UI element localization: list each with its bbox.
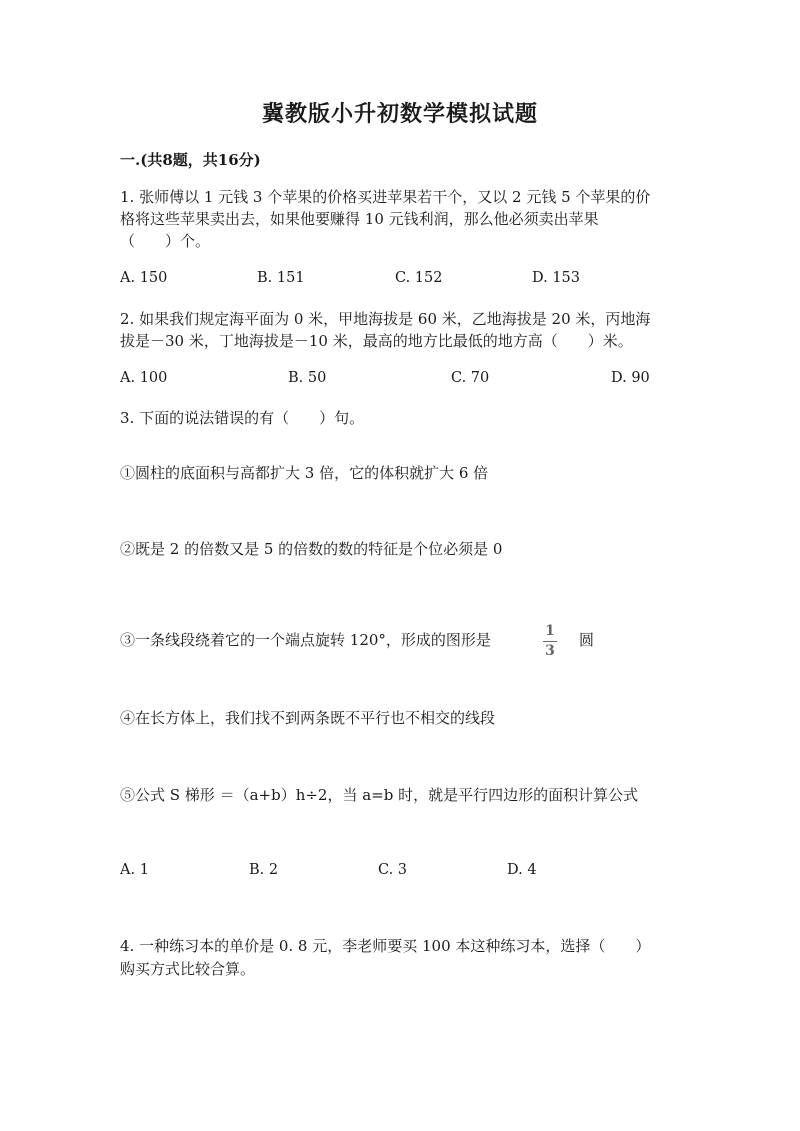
question-2-option-b[interactable]: B. 50 bbox=[288, 370, 327, 386]
page-title: 冀教版小升初数学模拟试题 bbox=[261, 101, 538, 127]
question-4-line-1: 4. 一种练习本的单价是 0. 8 元，李老师要买 100 本这种练习本，选择（ ） bbox=[120, 937, 651, 955]
question-3-statement-1: ①圆柱的底面积与高都扩大 3 倍，它的体积就扩大 6 倍 bbox=[120, 464, 489, 482]
fraction-denominator: 3 bbox=[545, 643, 555, 659]
question-1-line-1: 1. 张师傅以 1 元钱 3 个苹果的价格买进苹果若干个，又以 2 元钱 5 个苹果的价 bbox=[120, 188, 651, 206]
question-1-line-2: 格将这些苹果卖出去，如果他要赚得 10 元钱利润，那么他必须卖出苹果 bbox=[120, 210, 599, 228]
question-3-stem: 3. 下面的说法错误的有（ ）句。 bbox=[120, 409, 365, 427]
fraction-numerator: 1 bbox=[545, 623, 555, 639]
fraction-one-third bbox=[543, 623, 557, 660]
question-2-option-a[interactable]: A. 100 bbox=[120, 370, 168, 386]
fraction-bar bbox=[543, 641, 557, 642]
question-3-option-a[interactable]: A. 1 bbox=[120, 862, 149, 878]
question-3-option-c[interactable]: C. 3 bbox=[378, 862, 408, 878]
question-3-option-b[interactable]: B. 2 bbox=[249, 862, 279, 878]
question-1-option-d[interactable]: D. 153 bbox=[532, 270, 581, 286]
question-3-statement-3-suffix: 圆 bbox=[579, 631, 595, 649]
question-3-statement-2: ②既是 2 的倍数又是 5 的倍数的数的特征是个位必须是 0 bbox=[120, 540, 503, 558]
question-1-option-a[interactable]: A. 150 bbox=[120, 270, 168, 286]
question-3-statement-3: ③一条线段绕着它的一个端点旋转 120°，形成的图形是 bbox=[120, 631, 491, 649]
question-1-option-b[interactable]: B. 151 bbox=[257, 270, 305, 286]
question-3-statement-4: ④在长方体上，我们找不到两条既不平行也不相交的线段 bbox=[120, 709, 496, 727]
section-heading: 一.(共8题，共16分) bbox=[120, 151, 261, 169]
question-2-option-c[interactable]: C. 70 bbox=[451, 370, 490, 386]
question-3-statement-5: ⑤公式 S 梯形 ＝（a+b）h÷2，当 a=b 时，就是平行四边形的面积计算公式 bbox=[120, 786, 639, 804]
question-2-option-d[interactable]: D. 90 bbox=[611, 370, 650, 386]
question-2-line-1: 2. 如果我们规定海平面为 0 米，甲地海拔是 60 米，乙地海拔是 20 米，丙地海 bbox=[120, 310, 651, 328]
question-4-line-2: 购买方式比较合算。 bbox=[120, 960, 256, 978]
question-1-option-c[interactable]: C. 152 bbox=[395, 270, 443, 286]
question-2-line-2: 拔是－30 米，丁地海拔是－10 米，最高的地方比最低的地方高（ ）米。 bbox=[120, 332, 633, 350]
question-1-line-3: （ ）个。 bbox=[120, 232, 211, 250]
question-3-option-d[interactable]: D. 4 bbox=[507, 862, 537, 878]
